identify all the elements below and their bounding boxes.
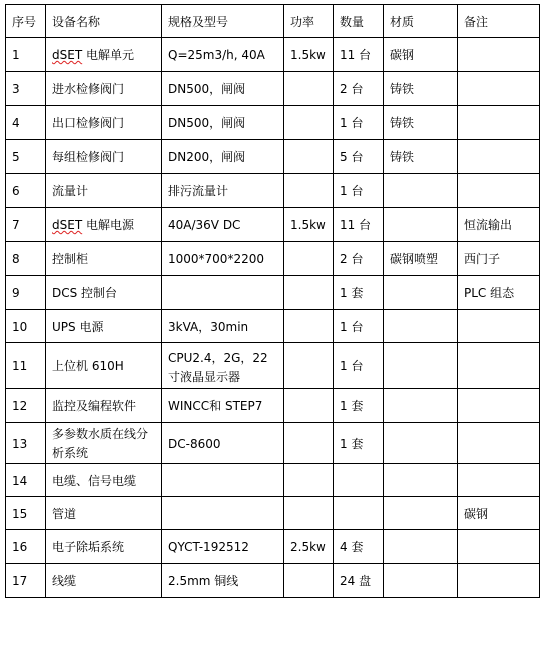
- cell-no: 16: [6, 530, 46, 564]
- cell-material: [384, 464, 458, 497]
- cell-no: 13: [6, 423, 46, 464]
- cell-spec: [162, 497, 284, 530]
- table-row: [6, 497, 540, 530]
- cell-power: [284, 497, 334, 530]
- cell-name: 控制柜: [46, 242, 162, 276]
- cell-power: [284, 343, 334, 389]
- cell-power: [284, 140, 334, 174]
- cell-no: 12: [6, 389, 46, 423]
- cell-material: 铸铁: [384, 72, 458, 106]
- cell-qty: 1 套: [334, 389, 384, 423]
- table-row: [6, 343, 540, 389]
- cell-material: [384, 389, 458, 423]
- cell-name-text: 电解电源: [82, 218, 134, 232]
- header-power: 功率: [284, 5, 334, 38]
- cell-name: 监控及编程软件: [46, 389, 162, 423]
- cell-name-prefix: dSET: [52, 218, 83, 232]
- cell-material: 铸铁: [384, 140, 458, 174]
- cell-name: DCS 控制台: [46, 276, 162, 310]
- cell-spec: [162, 276, 284, 310]
- cell-power: 1.5kw: [284, 38, 334, 72]
- header-material: 材质: [384, 5, 458, 38]
- cell-power: [284, 106, 334, 140]
- table-row: [6, 106, 540, 140]
- cell-name: 多参数水质在线分析系统: [46, 423, 162, 464]
- cell-spec: 排污流量计: [162, 174, 284, 208]
- cell-power: [284, 242, 334, 276]
- cell-spec: DN200，闸阀: [162, 140, 284, 174]
- cell-qty: 11 台: [334, 38, 384, 72]
- cell-qty: 1 台: [334, 343, 384, 389]
- cell-material: [384, 276, 458, 310]
- header-qty: 数量: [334, 5, 384, 38]
- cell-spec: 1000*700*2200: [162, 242, 284, 276]
- table-row: [6, 174, 540, 208]
- cell-no: 1: [6, 38, 46, 72]
- cell-power: [284, 389, 334, 423]
- cell-note: [458, 174, 540, 208]
- cell-no: 17: [6, 564, 46, 598]
- table-row: [6, 140, 540, 174]
- cell-material: [384, 174, 458, 208]
- cell-power: 2.5kw: [284, 530, 334, 564]
- cell-spec: [162, 464, 284, 497]
- cell-power: [284, 310, 334, 343]
- cell-spec: DN500，闸阀: [162, 72, 284, 106]
- cell-power: [284, 423, 334, 464]
- cell-name: 上位机 610H: [46, 343, 162, 389]
- cell-material: 碳钢: [384, 38, 458, 72]
- table-row: [6, 464, 540, 497]
- table-row: [6, 389, 540, 423]
- equipment-table: [5, 4, 540, 598]
- cell-note: [458, 389, 540, 423]
- cell-no: 3: [6, 72, 46, 106]
- cell-qty: 1 台: [334, 310, 384, 343]
- cell-qty: 1 台: [334, 106, 384, 140]
- cell-spec: 2.5mm 铜线: [162, 564, 284, 598]
- cell-name: 每组检修阀门: [46, 140, 162, 174]
- cell-material: [384, 423, 458, 464]
- header-row: [6, 5, 540, 38]
- cell-spec: QYCT-192512: [162, 530, 284, 564]
- cell-power: [284, 174, 334, 208]
- cell-note: [458, 72, 540, 106]
- cell-note: 恒流输出: [458, 208, 540, 242]
- table-row: [6, 530, 540, 564]
- cell-name: UPS 电源: [46, 310, 162, 343]
- cell-note: 西门子: [458, 242, 540, 276]
- table-row: [6, 38, 540, 72]
- cell-material: 碳钢喷塑: [384, 242, 458, 276]
- table-row: [6, 208, 540, 242]
- cell-name: 出口检修阀门: [46, 106, 162, 140]
- cell-qty: 5 台: [334, 140, 384, 174]
- cell-material: [384, 497, 458, 530]
- cell-power: [284, 72, 334, 106]
- cell-material: [384, 530, 458, 564]
- cell-qty: 2 台: [334, 72, 384, 106]
- table-row: [6, 72, 540, 106]
- cell-qty: 1 套: [334, 276, 384, 310]
- cell-no: 6: [6, 174, 46, 208]
- cell-no: 9: [6, 276, 46, 310]
- cell-qty: [334, 464, 384, 497]
- cell-name: [46, 208, 162, 242]
- cell-note: [458, 343, 540, 389]
- cell-power: 1.5kw: [284, 208, 334, 242]
- header-name: 设备名称: [46, 5, 162, 38]
- cell-no: 11: [6, 343, 46, 389]
- cell-material: 铸铁: [384, 106, 458, 140]
- cell-note: PLC 组态: [458, 276, 540, 310]
- table-row: [6, 242, 540, 276]
- cell-name: 电子除垢系统: [46, 530, 162, 564]
- cell-qty: 11 台: [334, 208, 384, 242]
- cell-name: 线缆: [46, 564, 162, 598]
- cell-qty: 24 盘: [334, 564, 384, 598]
- cell-material: [384, 208, 458, 242]
- cell-qty: [334, 497, 384, 530]
- cell-material: [384, 564, 458, 598]
- header-note: 备注: [458, 5, 540, 38]
- cell-name: 流量计: [46, 174, 162, 208]
- cell-no: 10: [6, 310, 46, 343]
- cell-qty: 2 台: [334, 242, 384, 276]
- cell-note: [458, 530, 540, 564]
- cell-note: 碳钢: [458, 497, 540, 530]
- cell-spec: WINCC和 STEP7: [162, 389, 284, 423]
- cell-spec: DN500，闸阀: [162, 106, 284, 140]
- cell-name-prefix: dSET: [52, 48, 83, 62]
- cell-note: [458, 423, 540, 464]
- cell-spec: 3kVA，30min: [162, 310, 284, 343]
- cell-spec: Q=25m3/h, 40A: [162, 38, 284, 72]
- cell-note: [458, 140, 540, 174]
- header-no: 序号: [6, 5, 46, 38]
- cell-name: 进水检修阀门: [46, 72, 162, 106]
- cell-no: 5: [6, 140, 46, 174]
- cell-note: [458, 38, 540, 72]
- cell-qty: 4 套: [334, 530, 384, 564]
- table-row: [6, 276, 540, 310]
- header-spec: 规格及型号: [162, 5, 284, 38]
- cell-spec: CPU2.4，2G，22 寸液晶显示器: [162, 343, 284, 389]
- table-row: [6, 310, 540, 343]
- cell-note: [458, 464, 540, 497]
- cell-note: [458, 106, 540, 140]
- cell-name: 电缆、信号电缆: [46, 464, 162, 497]
- cell-name: [46, 38, 162, 72]
- cell-power: [284, 464, 334, 497]
- cell-spec: DC-8600: [162, 423, 284, 464]
- cell-power: [284, 564, 334, 598]
- cell-material: [384, 310, 458, 343]
- cell-name: 管道: [46, 497, 162, 530]
- cell-note: [458, 310, 540, 343]
- cell-no: 4: [6, 106, 46, 140]
- cell-no: 15: [6, 497, 46, 530]
- table-row: [6, 564, 540, 598]
- cell-spec: 40A/36V DC: [162, 208, 284, 242]
- cell-material: [384, 343, 458, 389]
- cell-power: [284, 276, 334, 310]
- cell-no: 7: [6, 208, 46, 242]
- cell-qty: 1 套: [334, 423, 384, 464]
- cell-name-text: 电解单元: [82, 48, 134, 62]
- cell-qty: 1 台: [334, 174, 384, 208]
- cell-no: 14: [6, 464, 46, 497]
- cell-note: [458, 564, 540, 598]
- table-row: [6, 423, 540, 464]
- cell-no: 8: [6, 242, 46, 276]
